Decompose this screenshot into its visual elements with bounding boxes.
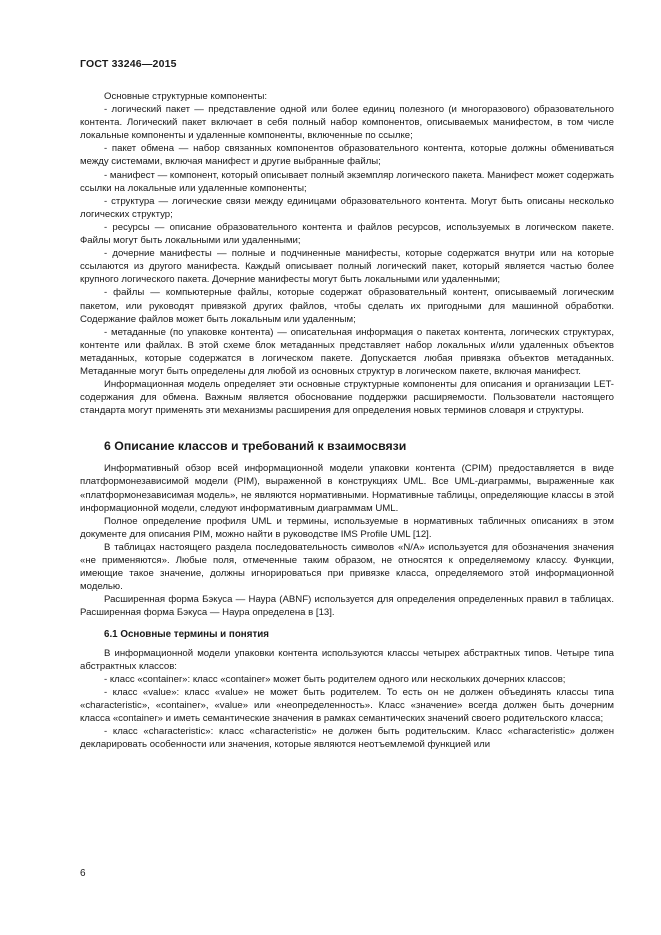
page-number: 6 xyxy=(80,868,86,879)
list-item: - метаданные (по упаковке контента) — описательная информация о пакетах контента, логических структурах, контенте или файлах. В этой схеме блок метаданных представляет набор локальных и/или удаленных объектов метаданных, которые содержатся в логическом пакете. Допускается любая привязка объектов метаданных. Метаданные могут быть определены для любой из основных структур в логическом пакете, включая манифест. xyxy=(80,326,614,377)
paragraph: Основные структурные компоненты: xyxy=(104,91,268,102)
section-5-continuation xyxy=(80,90,614,417)
list-item: - класс «characteristic»: класс «characteristic» не должен быть родительским. Класс «characteristic» должен декларировать особенности или значения, которые являются неотъемлемой функцией или xyxy=(80,726,614,751)
list-item: - дочерние манифесты — полные и подчиненные манифесты, которые содержатся внутри или на которые ссылаются из другого манифеста. Каждый описывает полный логический пакет, который является частью более крупного логического пакета. Дочерние манифесты могут быть локальными или удаленными; xyxy=(80,248,614,286)
list-item: - класс «container»: класс «container» может быть родителем одного или нескольких дочерних классов; xyxy=(104,673,566,685)
list-item: - файлы — компьютерные файлы, которые содержат образовательный контент, описываемый логическим пакетом, или руководят привязкой других файлов, чтобы сделать их пригодными для машинной обработки. Содержание файлов может быть локальным или удаленным; xyxy=(80,287,614,325)
list-item: - манифест — компонент, который описывает полный экземпляр логического пакета. Манифест может содержать ссылки на локальные или удаленные компоненты; xyxy=(80,169,614,194)
paragraph: Полное определение профиля UML и термины, используемые в нормативных табличных описаниях в этом документе для описания PIM, можно найти в руководстве IMS Profile UML [12]. xyxy=(80,515,614,540)
list-item: - пакет обмена — набор связанных компонентов образовательного контента, которые должны обмениваться между системами, включая манифест и другие выбранные файлы; xyxy=(80,143,614,168)
section-6-body xyxy=(80,462,614,619)
list-item: - структура — логические связи между единицами образовательного контента. Могут быть описаны несколько логических структур; xyxy=(80,195,614,220)
paragraph: В информационной модели упаковки контента используются классы четырех абстрактных типов. Четыре типа абстрактных классов: xyxy=(80,647,614,672)
section-6-1-heading: 6.1 Основные термины и понятия xyxy=(104,629,269,641)
document-body xyxy=(80,90,614,751)
section-6-1-body xyxy=(80,647,614,752)
paragraph: Расширенная форма Бэкуса — Наура (ABNF) используется для определения определенных правил в таблицах. Расширенная форма Бэкуса — Наура определена в [13]. xyxy=(80,594,614,619)
paragraph: В таблицах настоящего раздела последовательность символов «N/A» используется для обозначения значения «не применяются». Любые поля, отмеченные таким образом, не относятся к определяемому классу. Функции, имеющие такое значение, должны игнорироваться при привязке класса, определяемого этой информационной моделью. xyxy=(80,541,614,593)
list-item: - класс «value»: класс «value» не может быть родителем. То есть он не должен объединять классы типа «characteristic», «container», «value» или «неопределенность». Класс «значение» всегда должен быть дочерним класса «container» и иметь семантические значения в рамках семантических значений своего родительского класса; xyxy=(80,686,614,725)
list-item: - логический пакет — представление одной или более единиц полезного (и многоразового) образовательного контента. Логический пакет включает в себя полный набор компонентов, описываемых манифестом, в том числе локальные компоненты и удаленные компоненты, включенные по ссылке; xyxy=(80,104,614,142)
list-item: - ресурсы — описание образовательного контента и файлов ресурсов, используемых в логическом пакете. Файлы могут быть локальными или удаленными; xyxy=(80,221,614,247)
section-6-heading: 6 Описание классов и требований к взаимосвязи xyxy=(104,439,407,454)
document-header: ГОСТ 33246—2015 xyxy=(80,58,177,70)
paragraph: Информативный обзор всей информационной модели упаковки контента (CPIM) предоставляется в виде платформонезависимой модели (PIM), выраженной в конструкциях UML. Все UML-диаграммы, выраженные как «платформонезависимая модель», не являются нормативными. Нормативные таблицы, определяющие классы в этой информационной модели, следуют информативным диаграммам UML. xyxy=(80,463,614,514)
paragraph: Информационная модель определяет эти основные структурные компоненты для описания и организации LET-содержания для обмена. Важным является обоснование поддержки расширяемости. Пользователи настоящего стандарта могут применять эти механизмы расширения для определения новых терминов словаря и структуры. xyxy=(80,379,614,417)
